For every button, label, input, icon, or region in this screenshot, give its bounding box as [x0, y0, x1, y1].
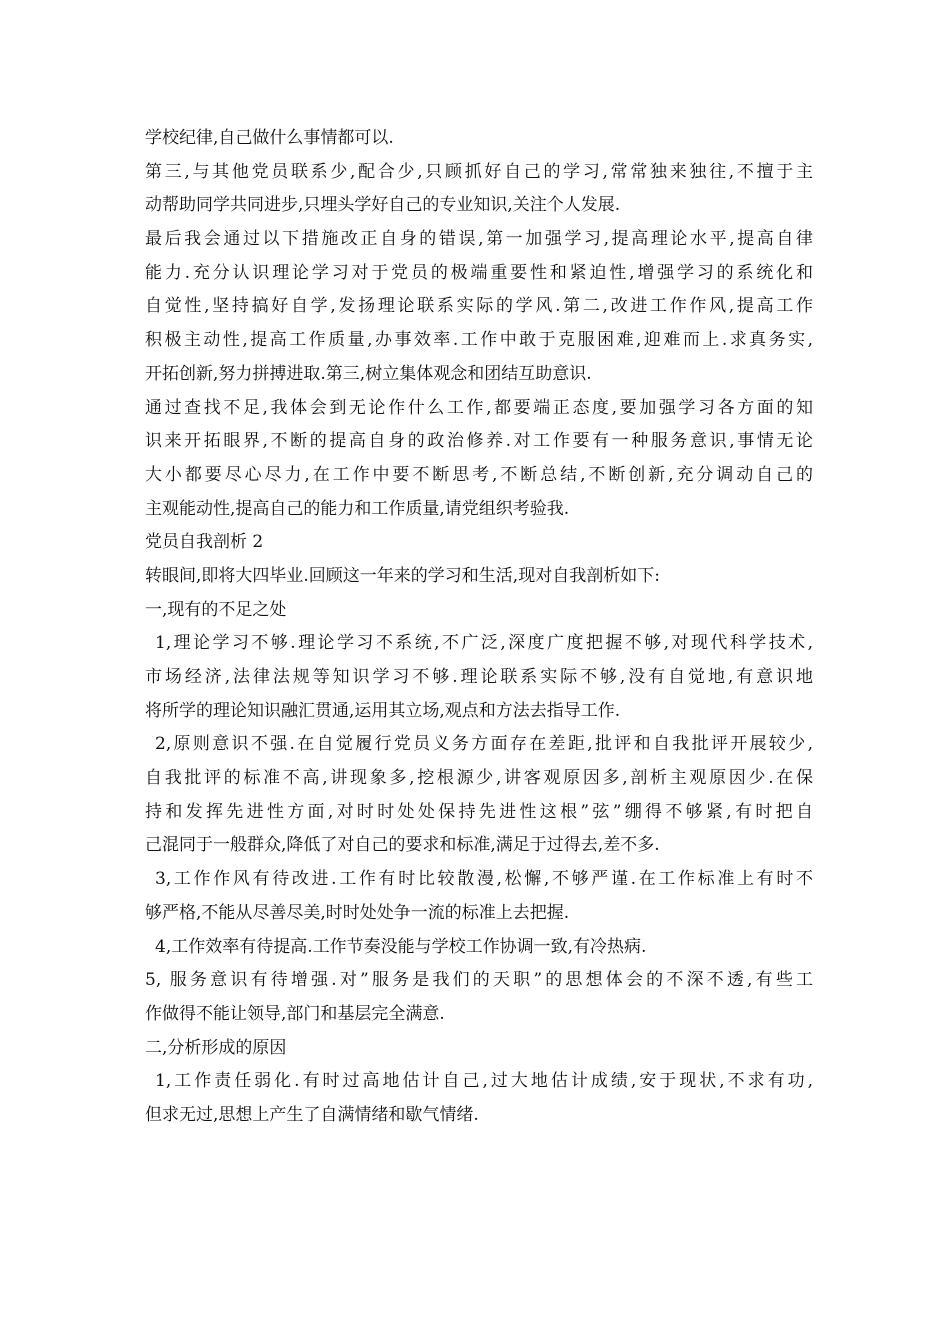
text-line: 作做得不能让领导,部门和基层完全满意. [145, 1003, 445, 1024]
text-line: 动帮助同学共同进步,只埋头学好自己的专业知识,关注个人发展. [145, 195, 621, 216]
text-line: 转眼间,即将大四毕业.回顾这一年来的学习和生活,现对自我剖析如下: [145, 565, 660, 586]
text-line: 能力.充分认识理论学习对于党员的极端重要性和紧迫性,增强学习的系统化和 [145, 262, 813, 283]
text-line: 积极主动性,提高工作质量,办事效率.工作中敢于克服困难,迎难而上.求真务实, [145, 330, 813, 351]
document-body [145, 128, 813, 1139]
text-line: 二,分析形成的原因 [145, 1037, 287, 1058]
text-line: 将所学的理论知识融汇贯通,运用其立场,观点和方法去指导工作. [145, 700, 621, 721]
text-line: 识来开拓眼界,不断的提高自身的政治修养.对工作要有一种服务意识,事情无论 [145, 431, 813, 452]
text-line: 3,工作作风有待改进.工作有时比较散漫,松懈,不够严谨.在工作标准上有时不 [155, 869, 813, 890]
text-line: 5, 服务意识有待增强.对”服务是我们的天职”的思想体会的不深不透,有些工 [145, 970, 813, 991]
text-line: 2,原则意识不强.在自觉履行党员义务方面存在差距,批评和自我批评开展较少, [155, 734, 813, 755]
text-line: 通过查找不足,我体会到无论作什么工作,都要端正态度,要加强学习各方面的知 [145, 397, 813, 418]
text-line: 一,现有的不足之处 [145, 599, 287, 620]
text-line: 第三,与其他党员联系少,配合少,只顾抓好自己的学习,常常独来独往,不擅于主 [145, 161, 813, 182]
text-line: 党员自我剖析 2 [145, 532, 264, 553]
text-line: 最后我会通过以下措施改正自身的错误,第一加强学习,提高理论水平,提高自律 [145, 229, 813, 250]
text-line: 开拓创新,努力拼搏进取.第三,树立集体观念和团结互助意识. [145, 363, 592, 384]
text-line: 持和发挥先进性方面,对时时处处保持先进性这根”弦”绷得不够紧,有时把自 [145, 801, 813, 822]
text-line: 自觉性,坚持搞好自学,发扬理论联系实际的学风.第二,改进工作作风,提高工作 [145, 296, 813, 317]
text-line: 自我批评的标准不高,讲现象多,挖根源少,讲客观原因多,剖析主观原因少.在保 [145, 768, 813, 789]
text-line: 4,工作效率有待提高.工作节奏没能与学校工作协调一致,有冷热病. [155, 936, 647, 957]
text-line: 市场经济,法律法规等知识学习不够.理论联系实际不够,没有自觉地,有意识地 [145, 667, 813, 687]
text-line: 己混同于一般群众,降低了对自己的要求和标准,满足于过得去,差不多. [145, 835, 660, 856]
text-line: 学校纪律,自己做什么事情都可以. [145, 128, 394, 148]
text-line: 大小都要尽心尽力,在工作中要不断思考,不断总结,不断创新,充分调动自己的 [145, 464, 813, 485]
text-line: 1,工作责任弱化.有时过高地估计自己,过大地估计成绩,安于现状,不求有功, [155, 1071, 813, 1092]
text-line: 但求无过,思想上产生了自满情绪和歇气情绪. [145, 1104, 479, 1125]
text-line: 够严格,不能从尽善尽美,时时处处争一流的标准上去把握. [145, 902, 570, 923]
text-line: 1,理论学习不够.理论学习不系统,不广泛,深度广度把握不够,对现代科学技术, [155, 633, 813, 654]
text-line: 主观能动性,提高自己的能力和工作质量,请党组织考验我. [145, 498, 570, 519]
